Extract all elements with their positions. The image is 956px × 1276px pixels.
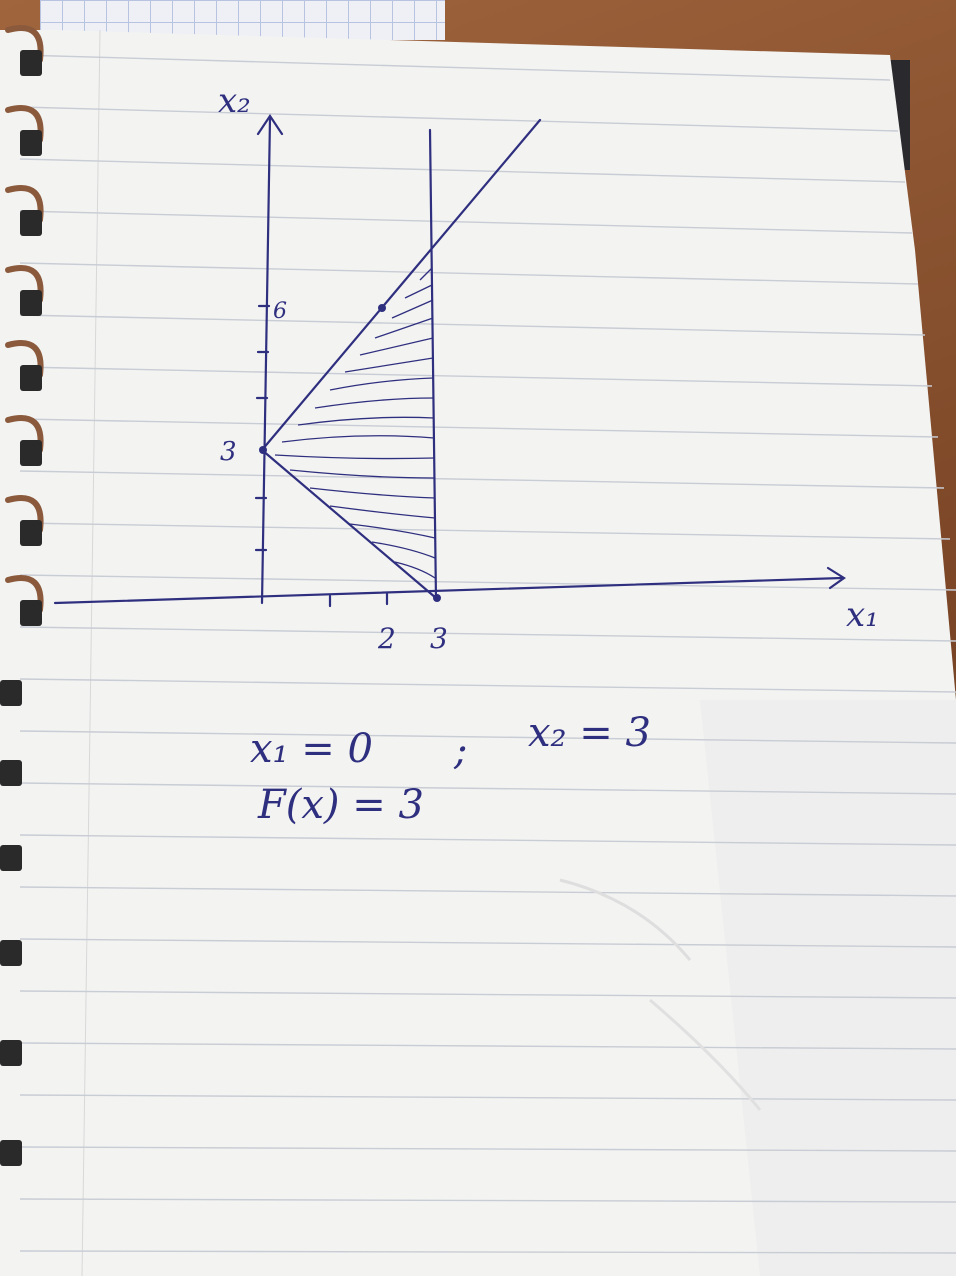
solution-separator: ; — [454, 728, 468, 774]
objective-value: F(x) = 3 — [258, 782, 424, 828]
constraint-line-upper — [262, 120, 540, 450]
constraint-line-lower — [262, 450, 436, 598]
x2-axis-line — [262, 118, 270, 603]
point-on-upper-line — [378, 304, 386, 312]
y-tick-label-6: 6 — [273, 299, 287, 324]
x1-axis-line — [55, 578, 842, 603]
point-3-0 — [433, 594, 441, 602]
point-0-3 — [259, 446, 267, 454]
solution-x1: x₁ = 0 — [250, 726, 373, 772]
constraint-line-x1-eq-3 — [430, 130, 436, 600]
x1-axis-label: x₁ — [846, 595, 879, 635]
x2-axis-label: x₂ — [218, 81, 251, 121]
feasible-region-hatching — [275, 268, 435, 578]
solution-x2: x₂ = 3 — [528, 710, 651, 756]
x-tick-label-2: 2 — [378, 622, 396, 655]
y-tick-label-3: 3 — [220, 437, 237, 467]
x-tick-label-3: 3 — [430, 622, 448, 655]
